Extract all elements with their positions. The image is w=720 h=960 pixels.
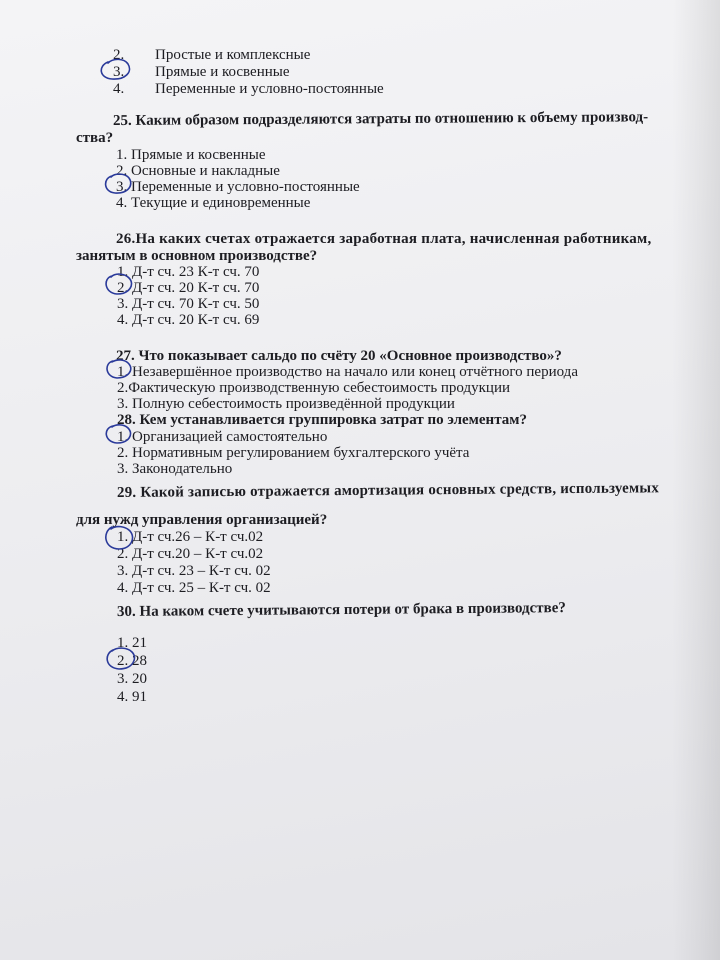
option-30-2: 2. 28 — [117, 653, 147, 669]
option-26-1: 1. Д-т сч. 23 К-т сч. 70 — [117, 264, 260, 280]
item-number: 4. — [113, 81, 125, 97]
circle-mark-25-3 — [106, 174, 131, 193]
circle-mark-top-3 — [101, 59, 129, 79]
option-25-3: 3. Переменные и условно-постоянные — [116, 179, 360, 195]
option-25-1: 1. Прямые и косвенные — [116, 147, 266, 163]
question-28-title: 28. Кем устанавливается группировка затрат по элементам? — [117, 412, 527, 428]
item-number: 3. — [113, 64, 125, 80]
option-28-1: 1. Организацией самостоятельно — [117, 429, 328, 445]
circle-mark-26-2 — [106, 274, 131, 294]
question-25-title: 25. Каким образом подразделяются затраты по отношению к объему производ- — [112, 109, 649, 129]
option-30-4: 4. 91 — [117, 689, 147, 705]
option-26-2: 2. Д-т сч. 20 К-т сч. 70 — [117, 280, 260, 296]
circle-mark-29-1 — [106, 527, 133, 549]
question-25-title-cont: ства? — [76, 130, 114, 146]
option-28-3: 3. Законодательно — [117, 461, 233, 477]
option-26-3: 3. Д-т сч. 70 К-т сч. 50 — [117, 296, 260, 312]
option-27-3: 3. Полную себестоимость произведённой продукции — [117, 396, 455, 412]
option-26-4: 4. Д-т сч. 20 К-т сч. 69 — [117, 312, 260, 328]
option-28-2: 2. Нормативным регулированием бухгалтерского учёта — [117, 445, 470, 461]
circle-mark-30-2 — [107, 648, 134, 669]
option-27-1: 1. Незавершённое производство на начало или конец отчётного периода — [117, 364, 578, 380]
option-25-2: 2. Основные и накладные — [116, 163, 280, 179]
option-25-4: 4. Текущие и единовременные — [116, 195, 311, 211]
question-29-title: 29. Какой записью отражается амортизация основных средств, используемых — [116, 480, 660, 501]
question-26-title-cont: занятым в основном производстве? — [76, 248, 318, 264]
question-26-title: 26.На каких счетах отражается заработная плата, начисленная работникам, — [116, 231, 652, 247]
option-29-4: 4. Д-т сч. 25 – К-т сч. 02 — [117, 580, 271, 596]
item-number: 2. — [113, 47, 125, 63]
option-27-2: 2.Фактическую производственную себестоимость продукции — [117, 380, 511, 396]
question-27-title: 27. Что показывает сальдо по счёту 20 «Основное производство»? — [116, 348, 562, 364]
item-text: Простые и комплексные — [155, 47, 311, 63]
question-30-title: 30. На каком счете учитываются потери от брака в производстве? — [116, 600, 566, 620]
item-text: Прямые и косвенные — [155, 64, 290, 80]
question-29-title-cont: для нужд управления организацией? — [76, 512, 328, 528]
circle-mark-27-1 — [107, 360, 131, 378]
option-29-3: 3. Д-т сч. 23 – К-т сч. 02 — [117, 563, 271, 579]
item-text: Переменные и условно-постоянные — [155, 81, 384, 97]
option-30-3: 3. 20 — [117, 671, 147, 687]
option-30-1: 1. 21 — [117, 635, 147, 651]
circle-mark-28-1 — [106, 425, 130, 443]
option-29-1: 1. Д-т сч.26 – К-т сч.02 — [117, 529, 264, 545]
option-29-2: 2. Д-т сч.20 – К-т сч.02 — [117, 546, 264, 562]
